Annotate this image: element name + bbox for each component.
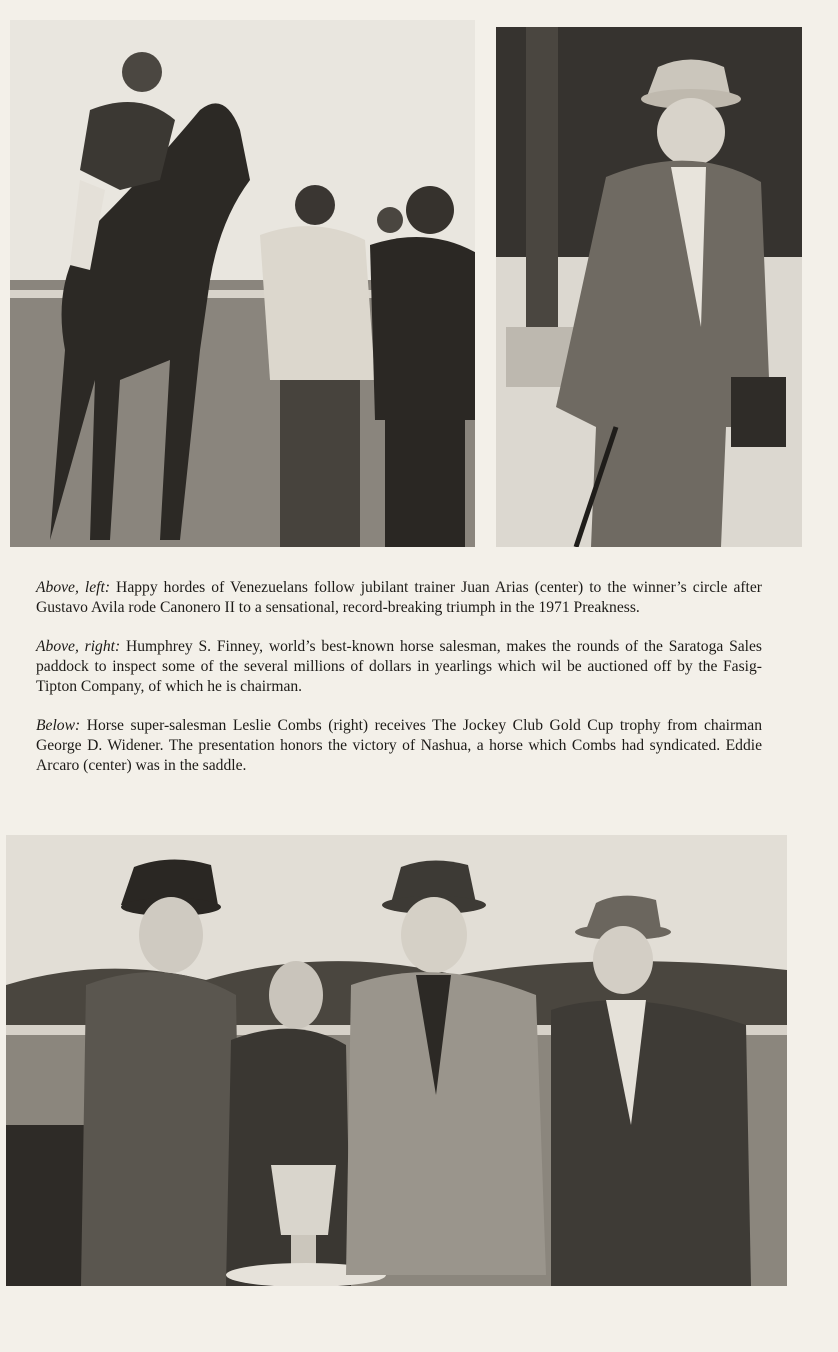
caption-above-right-lead: Above, right: — [36, 638, 121, 655]
photo-man-walking — [496, 27, 802, 547]
caption-below-lead: Below: — [36, 717, 81, 734]
caption-below — [36, 716, 762, 776]
photo-jockey-and-crowd — [10, 20, 475, 547]
caption-above-left — [36, 578, 762, 618]
photo-trophy-presentation-image — [6, 835, 787, 1286]
caption-below-text: Horse super-salesman Leslie Combs (right) receives The Jockey Club Gold Cup trophy from chairman George D. Widener. The presentation honors the victory of Nashua, a horse which Combs had syndicated. Eddie Arcaro (center) was in the saddle. — [36, 717, 762, 774]
photo-man-walking-image — [496, 27, 802, 547]
caption-above-right — [36, 637, 762, 697]
photo-trophy-presentation — [6, 835, 787, 1286]
photo-jockey-and-crowd-image — [10, 20, 475, 547]
captions-block — [36, 578, 762, 795]
caption-above-left-text: Happy hordes of Venezuelans follow jubilant trainer Juan Arias (center) to the winner’s circle after Gustavo Avila rode Canonero II to a sensational, record-breaking triumph in the 1971 Preakness. — [36, 579, 762, 616]
caption-above-right-text: Humphrey S. Finney, world’s best-known horse salesman, makes the rounds of the Saratoga Sales paddock to inspect some of the several millions of dollars in yearlings which wil be auctioned off by the Fasig-Tipton Company, of which he is chairman. — [36, 638, 762, 695]
caption-above-left-lead: Above, left: — [36, 579, 111, 596]
